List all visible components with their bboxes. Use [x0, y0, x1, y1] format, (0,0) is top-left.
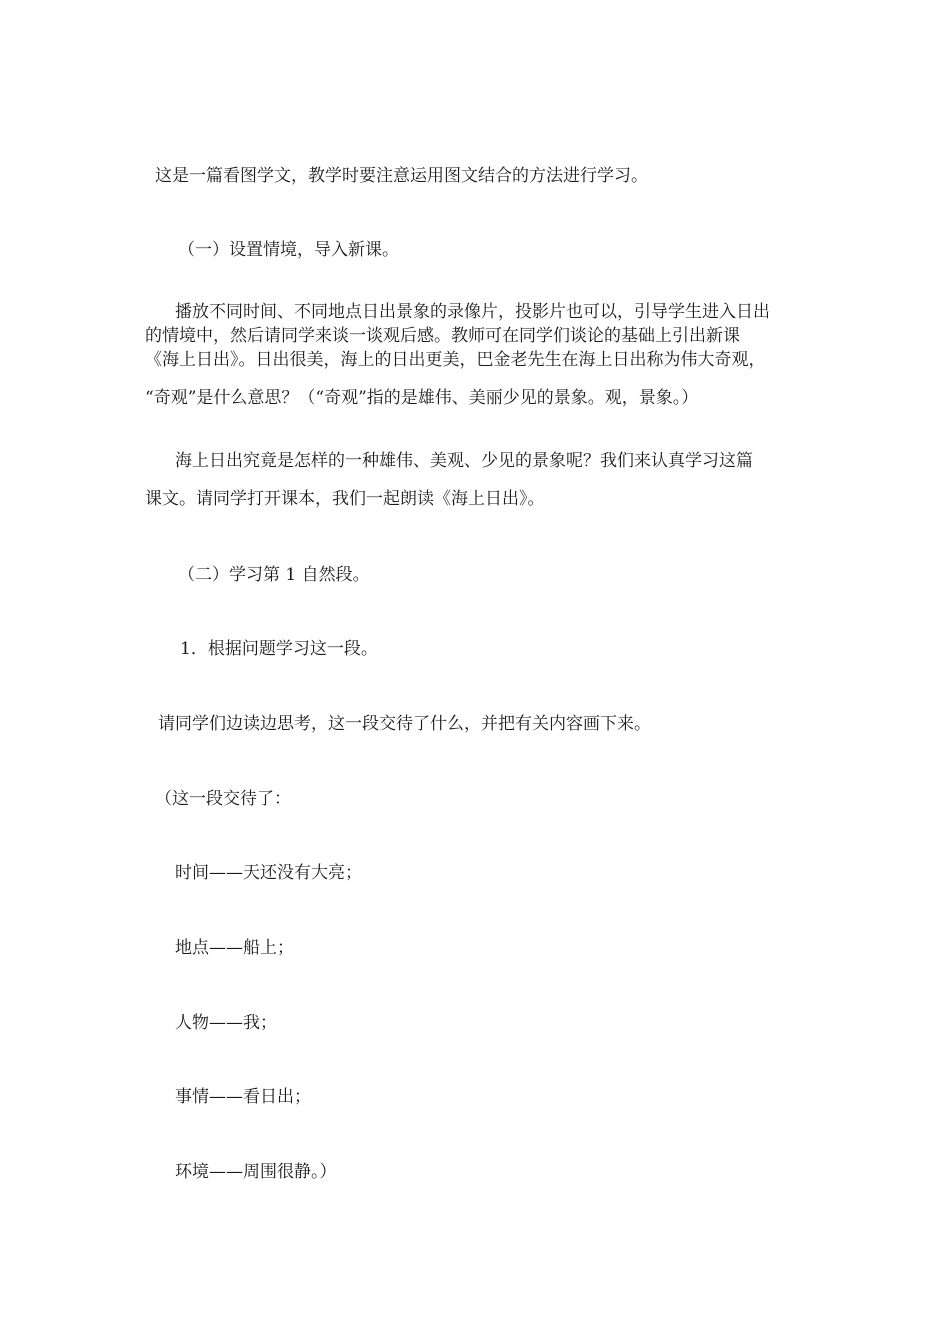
- paragraph-1-line-3: 《海上日出》。日出很美，海上的日出更美，巴金老先生在海上日出称为伟大奇观，: [145, 350, 766, 370]
- paragraph-1: [145, 300, 835, 410]
- paragraph-2: [145, 449, 835, 511]
- list-item-person: 人物——我；: [175, 1013, 277, 1033]
- list-item-time: 时间——天还没有大亮；: [175, 863, 362, 883]
- step-1: 1．根据问题学习这一段。: [180, 639, 378, 659]
- list-item-environment: 环境——周围很静。）: [175, 1162, 337, 1182]
- intro-paragraph: 这是一篇看图学文，教学时要注意运用图文结合的方法进行学习。: [155, 166, 648, 186]
- paragraph-1-line-4: “奇观”是什么意思？（“奇观”指的是雄伟、美丽少见的景象。观，景象。）: [145, 388, 699, 408]
- paragraph-1-line-1: 播放不同时间、不同地点日出景象的录像片，投影片也可以，引导学生进入日出: [175, 302, 770, 322]
- instruction-paragraph: 请同学们边读边思考，这一段交待了什么，并把有关内容画下来。: [158, 714, 651, 734]
- summary-open: （这一段交待了：: [155, 789, 291, 809]
- section-heading-2: （二）学习第 1 自然段。: [178, 565, 370, 585]
- paragraph-1-line-2: 的情境中，然后请同学来谈一谈观后感。教师可在同学们谈论的基础上引出新课: [145, 326, 740, 346]
- paragraph-2-line-2: 课文。请同学打开课本，我们一起朗读《海上日出》。: [145, 489, 545, 509]
- paragraph-2-line-1: 海上日出究竟是怎样的一种雄伟、美观、少见的景象呢？我们来认真学习这篇: [175, 451, 753, 471]
- list-item-place: 地点——船上；: [175, 938, 294, 958]
- section-heading-1: （一）设置情境，导入新课。: [178, 240, 399, 260]
- list-item-event: 事情——看日出；: [175, 1087, 311, 1107]
